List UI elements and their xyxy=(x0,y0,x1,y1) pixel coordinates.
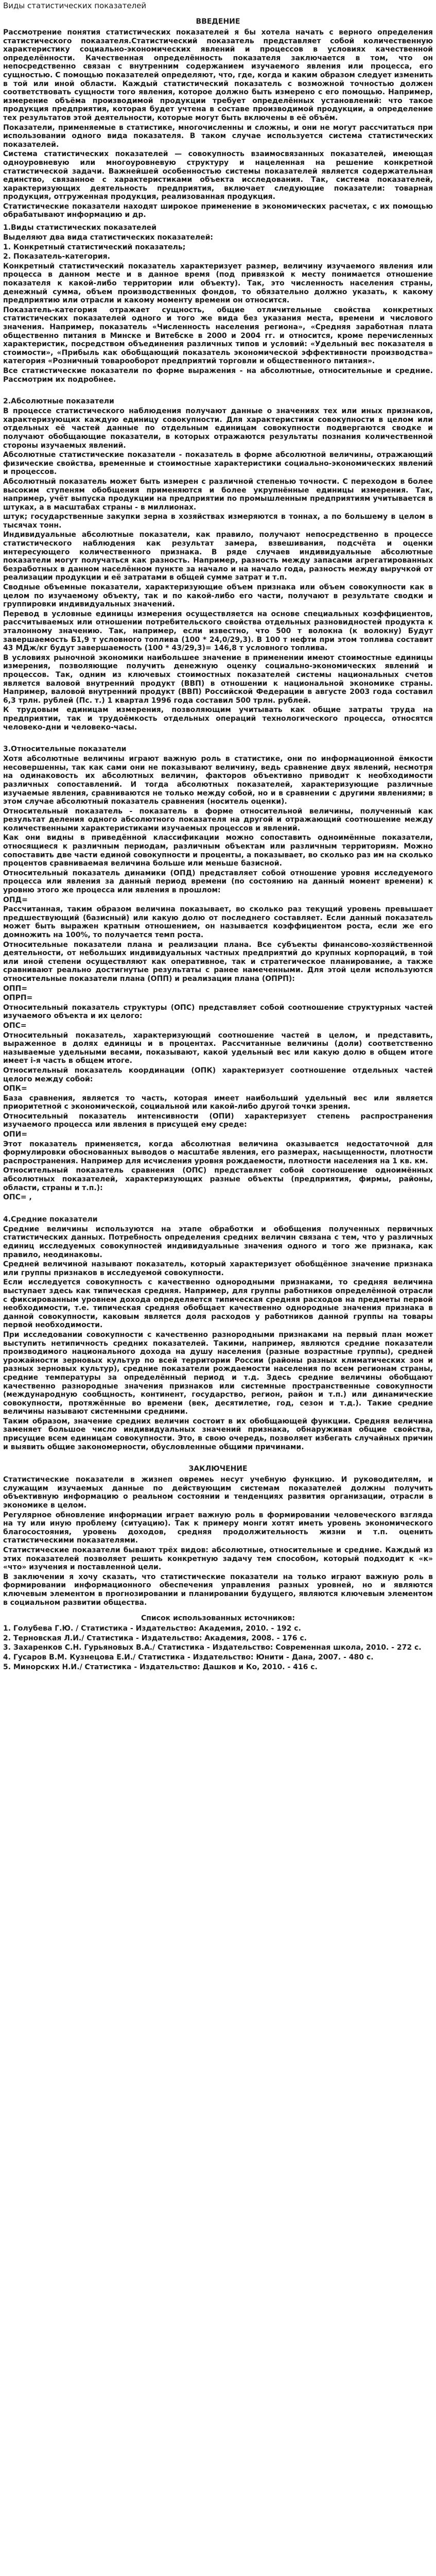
paragraph: Средней величиной называют показатель, который характеризует обобщённое значение признака или группы признаков в исследуемой совокупности. xyxy=(3,1260,433,1277)
paragraph: ОПИ= xyxy=(3,1130,28,1139)
paragraph: Рассчитанная, таким образом величина показывает, во сколько раз текущий уровень превышает предшествующий (базисный) или какую долю от последнего составляет. Если данный показатель может быть выражен кратным отношением, он называется коэффициентом роста, если же его домножить на 100%, то получается темп роста. xyxy=(3,905,433,939)
paragraph: В условиях рыночной экономики наибольшее значение в применении имеют стоимостные единицы измерения, позволяющие получить денежную оценку социально-экономических явлений и процессов. Так, одним из ключевых стоимостных показателей системы национальных счетов является валовой внутренний продукт (ВВП) в отношении к национальной экономике страны. Например, валовой внутренний продукт (ВВП) Российской Федерации в августе 2003 года составил 6,3 трлн. рублей (Пс. т.) 1 квартал 1996 года составил 500 трлн. рублей. xyxy=(3,653,433,705)
paragraph: Выделяют два вида статистических показателей: xyxy=(3,233,213,242)
paragraph: Регулярное обновление информации играет важную роль в формировании человеческого взгляда на ту или иную проблему (ситуацию). Так к примеру монги хотят иметь уровень экономического благосостояния, уровень доходов, средняя продолжительность жизни и т.п. оценить статистическими показателями. xyxy=(3,1511,433,1545)
paragraph: ОПК= xyxy=(3,1084,27,1093)
paragraph: Показатели, применяемые в статистике, многочисленны и сложны, и они не могут рассчитаться при использовании одного вида показателя. В таком случае используется система статистических показателей. xyxy=(3,123,433,149)
spacer xyxy=(3,733,433,741)
paragraph: Хотя абсолютные величины играют важную роль в статистике, они по информационной ёмкости несовершенны, так как сами они не показывают величину, ведь сравнение двух явлений, несмотря на одинаковость их абсолютных величин, факторов объективно приводит к необходимости различных сопоставлений. И тогда абсолютных показателей, характеризующие различные изучаемые явления, сравниваются не только между собой, но и в сравнении с другими явлениями; в этом случае абсолютный показатель сравнения (носитель оценки). xyxy=(3,755,433,806)
paragraph: Этот показатель применяется, когда абсолютная величина оказывается недостаточной для формулировки обоснованных выводов о масштабе явления, его размерах, насыщенности, плотности распространения. Например для исчисления уровня рождаемости, плотности населения на 1 кв. км. xyxy=(3,1140,433,1165)
intro-section xyxy=(3,28,433,219)
references-heading: Список использованных источников: xyxy=(141,1614,295,1623)
reference-item: 3. Захаренков С.Н. Гурьяновых В.А./ Статистика - Издательство: Современная школа, 2010. - 272 с. xyxy=(3,1643,422,1652)
spacer xyxy=(3,1203,433,1211)
average-section xyxy=(3,1225,433,1451)
paragraph: Как они видны в приведённой классификации можно сопоставить одноимённые показатели, относящиеся к различным периодам, различным объектам или различным территориям. Можно сопоставить две части единой совокупности и проценты, а показывает, во сколько раз им на сколько процентов сравниваемая величина больше или меньше базисной. xyxy=(3,834,433,868)
conclusion-section xyxy=(3,1476,433,1607)
relative-section xyxy=(3,755,433,1202)
paragraph: Относительный показатель интенсивности (ОПИ) характеризует степень распространения изучаемого процесса или явления в присущей ему среде: xyxy=(3,1112,433,1129)
paragraph: Перевод в условные единицы измерения осуществляется на основе специальных коэффициентов, рассчитываемых или отношении потребительского свойства отдельных разновидностей продукта к эталонному значению. Так, например, если известно, что 500 т волокна (к волокну) Будут завершаемость Б1,9 т условного топлива (100 * 24,0/29,3). В 100 т нефти при этом топлива составит 43 МДж/кг будут завершаемость (100 * 43/29,3)= 146,8 т условного топлива. xyxy=(3,609,433,653)
types-list xyxy=(3,233,433,261)
paragraph: Абсолютный показатель может быть измерен с различной степенью точности. С переходом в более высоким ступеням обобщения применяются и более укрупнённые единицы измерения. Так, например, учёт выпуска продукции на предприятии по промышленным предприятиям учитывается в штуках, а в масштабах страны - в миллионах. xyxy=(3,477,433,512)
paragraph: Абсолютные статистические показатели - показатель в форме абсолютной величины, отражающий физические свойства, временные и стоимостные характеристики социально-экономических явлений и процессов. xyxy=(3,451,433,477)
relative-heading: 3.Относительные показатели xyxy=(3,745,127,754)
paragraph: ОПРП= xyxy=(3,994,33,1003)
paragraph: Все статистические показатели по форме выражения - на абсолютные, относительные и средние. Рассмотрим их подробнее. xyxy=(3,366,433,384)
reference-item: 2. Терновская Л.И./ Статистика - Издательство: Академия, 2008. - 176 с. xyxy=(3,1634,307,1642)
paragraph: Таким образом, значение средних величин состоит в их обобщающей функции. Средняя величина заменяет большое число индивидуальных значений признака, обнаруживая общие свойства, присущие всем единицам совокупности. Это, в свою очередь, позволяет избегать случайных причин и выявить общие закономерности, обусловленные общими причинами. xyxy=(3,1417,433,1451)
paragraph: Статистические показатели в жизнеп овремеь несут учебную функцию. И руководителям, и служащим изучаемых данные по действующим системам показателей должны получить объективную информацию о реальном состоянии и тенденциях развития организации, отрасли в экономике в целом. xyxy=(3,1476,433,1510)
paragraph: Относительный показатель динамики (ОПД) представляет собой отношение уровня исследуемого процесса или явления за данный период времени (по состоянию на данный момент времени) к уровню этого же процесса или явления в прошлом: xyxy=(3,869,433,895)
reference-item: 1. Голубева Г.Ю. / Статистика - Издательство: Академия, 2010. - 192 с. xyxy=(3,1624,301,1633)
document-page xyxy=(0,1,436,1683)
paragraph: ОПС= , xyxy=(3,1193,32,1202)
types-section xyxy=(3,262,433,384)
conclusion-heading: ЗАКЛЮЧЕНИЕ xyxy=(188,1465,248,1473)
paragraph: 1. Конкретный статистический показатель; xyxy=(3,243,186,251)
paragraph: База сравнения, является то часть, которая имеет наибольший удельный вес или является приоритетной с экономической, социальной или какой-либо другой точки зрения. xyxy=(3,1094,433,1111)
paragraph: Система статистических показателей — совокупность взаимосвязанных показателей, имеющая одноуровневую или многоуровневую структуру и нацеленная на решение конкретной статистической задачи. Важнейшей особенностью системы показателей является содержательная единство, связанное с характеристиками объекта исследования. Так, система показателей, характеризующих деятельность предприятия, включает следующие показатели: товарная продукция, отгруженная продукция, реализованная продукция. xyxy=(3,150,433,201)
paragraph: штук; государственные закупки зерна в хозяйствах измеряются в тоннах, а по большему в целом в тысячах тонн. xyxy=(3,513,433,530)
paragraph: Относительный показатель сравнения (ОПС) представляет собой соотношение одноимённых абсолютных показателей, характеризующих разные объекты (предприятия, фирмы, районы, области, страны и т.п.): xyxy=(3,1166,433,1192)
paragraph: Показатель-категория отражает сущность, общие отличительные свойства конкретных статистических показателей одного и того же вида без указания места, времени и числового значения. Например, показатель «Численность населения региона», «Средняя заработная плата общественно питания в Минске и Витебске в 2000 и 2004 гг. и относится, кроме перечисленных характеристик, посредством объединения различных типов и условий: «Удельный вес показателя в стоимости», «Прибыль как обобщающий показатель экономической эффективности производства» категория «Розничный товарооборот предприятий торговли и общественного питания». xyxy=(3,306,433,366)
paragraph: Относительный показатель координации (ОПК) характеризует соотношение отдельных частей целого между собой: xyxy=(3,1066,433,1083)
paragraph: Относительный показатель структуры (ОПС) представляет собой соотношение структурных частей изучаемого объекта и их целого: xyxy=(3,1003,433,1021)
paragraph: Средние величины используются на этапе обработки и обобщения полученных первичных статистических данных. Потребность определения средних величин связана с тем, что у различных единиц исследуемых совокупностей индивидуальные значения одного и того же признака, как правило, неодинаковы. xyxy=(3,1225,433,1259)
average-heading: 4.Средние показатели xyxy=(3,1215,98,1224)
references-list xyxy=(3,1624,433,1671)
spacer xyxy=(3,1452,433,1461)
paragraph: При исследовании совокупности с качественно разнородными признаками на первый план может выступить нетипичность средних показателей. Такими, например, являются средние показатели производимого национального дохода на душу населения (разные возрастные группы), средней урожайности зерновых культур по всей территории России (районы разных климатических зон и разных зерновых культур), средние показатели рождаемости населения по всем регионам страны, средние температуры за определённый период и т.д. Здесь средние величины обобщают качественно разнородные значения признаков или системные пространственные совокупности (международную сообщность, континент, государство, регион, район и т.п.) или динамические совокупности, протяжённые во времени (век, десятилетие, год, сезон и т.д.). Такие средние величины называют системными средними. xyxy=(3,1330,433,1416)
paragraph: Статистические показатели находят широкое применение в экономических расчетах, с их помощью обрабатывают информацию и др. xyxy=(3,202,433,219)
paragraph: ОПД= xyxy=(3,895,28,904)
paragraph: Если исследуется совокупность с качественно однородными признаками, то средняя величина выступает здесь как типическая средняя. Например, для группы работников определённой отрасли с фиксированным уровнем дохода определяется типическая средняя расходов на предметы первой необходимости, т.е. типическая средняя обобщает качественно однородные значения признака в данной совокупности, каковым является доля расходов у работников данной группы на товары первой необходимости. xyxy=(3,1278,433,1330)
paragraph: В заключении я хочу сказать, что статистические показатели на только играют важную роль в формировании информационного обеспечения управления разных уровней, но и являются ключевым элементом в прогнозировании и планировании будущего, являются ключевым элементом в социальном развитии общества. xyxy=(3,1572,433,1607)
intro-heading: ВВЕДЕНИЕ xyxy=(196,18,240,26)
paragraph: К трудовым единицам измерения, позволяющим учитывать как общие затраты труда на предприятии, так и трудоёмкость отдельных операций технологического процесса, относятся человеко-дни и человеко-часы. xyxy=(3,706,433,732)
paragraph: 2. Показатель-категория. xyxy=(3,252,110,261)
paragraph: Сводные объемные показатели, характеризующие объем признака или объем совокупности как в целом по изучаемому объекту, так и по какой-либо его части, получают в результате сводки и группировки индивидуальных значений. xyxy=(3,583,433,609)
reference-item: 4. Гусаров В.М. Кузнецова Е.И./ Статистика - Издательство: Юнити - Дана, 2007. - 480 с. xyxy=(3,1653,374,1662)
paragraph: Относительный показатель, характеризующий соотношение частей в целом, и представить, выраженное в долях единицы и в процентах. Рассчитанные величины (доли) соответственно называемые удельными весами, показывают, какой удельный вес или какую долю в общем итоге имеет i-я часть в общем итоге. xyxy=(3,1031,433,1065)
spacer xyxy=(3,385,433,393)
paragraph: Рассмотрение понятия статистических показателей я бы хотела начать с верного определения статистического показателя.Статистический показатель представляет собой количественную характеристику социально-экономических явлений и процессов в условиях качественной определённости. Качественная определённость показателя заключается в том, что он непосредственно связан с внутренним содержанием изучаемого явления или процесса, его сущностью. С помощью показателей определяют, что, где, когда и каким образом следует изменить в той или иной области. Каждый статистический показатель с возможной точностью должен соответствовать сущности того явления, которое должно быть измерено с его помощью. Например, измерение объёма производимой продукции требует определённых установлений: что такое продукция предприятия, которая будет учтена в составе производимой продукции, а определение тех результатов этой деятельности, которые могут быть включены в её объём. xyxy=(3,28,433,122)
types-heading: 1.Виды статистических показателей xyxy=(3,224,156,232)
absolute-heading: 2.Абсолютные показатели xyxy=(3,397,114,406)
paragraph: Относительный показатель - показатель в форме относительной величины, полученный как результат деления одного абсолютного показателя на другой и отражающий соотношение между количественными характеристиками изучаемых процессов и явлений. xyxy=(3,807,433,833)
paragraph: Статистические показатели бывают трёх видов: абсолютные, относительные и средние. Каждый из этих показателей позволяет решить конкретную задачу тем способом, который подходит к «к» «что» изучения и поставленной цели. xyxy=(3,1546,433,1572)
document-title: Виды статистических показателей xyxy=(3,1,147,10)
paragraph: Относительные показатели плана и реализации плана. Все субъекты финансово-хозяйственной деятельности, от небольших индивидуальных частных предприятий до крупных корпораций, в той или иной степени осуществляют как оперативное, так и стратегическое планирование, а также сравнивают реально достигнутые результаты с ранее намеченными. Для этой цели используются относительные показатели плана (ОПП) и реализации плана (ОПРП): xyxy=(3,940,433,983)
absolute-section xyxy=(3,407,433,732)
paragraph: ОПС= xyxy=(3,1021,27,1030)
paragraph: Индивидуальные абсолютные показатели, как правило, получают непосредственно в процессе статистического наблюдения как результат замера, взвешивания, подсчёта и оценки интересующего количественного признака. В ряде случаев индивидуальные абсолютные показатели могут получаться как разность. Например, разность между запасами агрегатированных безработных в данном населённом пункте за начало и на начало года, разность между выручкой от реализации продукции и её затратами в общей сумме затрат и т.п. xyxy=(3,531,433,582)
paragraph: В процессе статистического наблюдения получают данные о значениях тех или иных признаков, характеризующих каждую единицу совокупности. Для характеристики совокупности в целом или отдельных её частей данные по отдельным единицам совокупности подвергаются сводке и получают обобщающие показатели, в которых отражаются результаты познания количественной стороны изучаемых явлений. xyxy=(3,407,433,450)
reference-item: 5. Минорских Н.И./ Статистика - Издательство: Дашков и Ко, 2010. - 416 с. xyxy=(3,1663,318,1671)
paragraph: Конкретный статистический показатель характеризует размер, величину изучаемого явления или процесса в данном месте и в данное время (под привязкой к месту понимается отношение показателя к какой-либо территории или объекту). Так, это численность населения страны, денежный сумма, объем производственных фондов, то обязательно должно указать, к какому предприятию или отрасли и какому моменту времени он относится. xyxy=(3,262,433,305)
paragraph: ОПП= xyxy=(3,984,28,993)
